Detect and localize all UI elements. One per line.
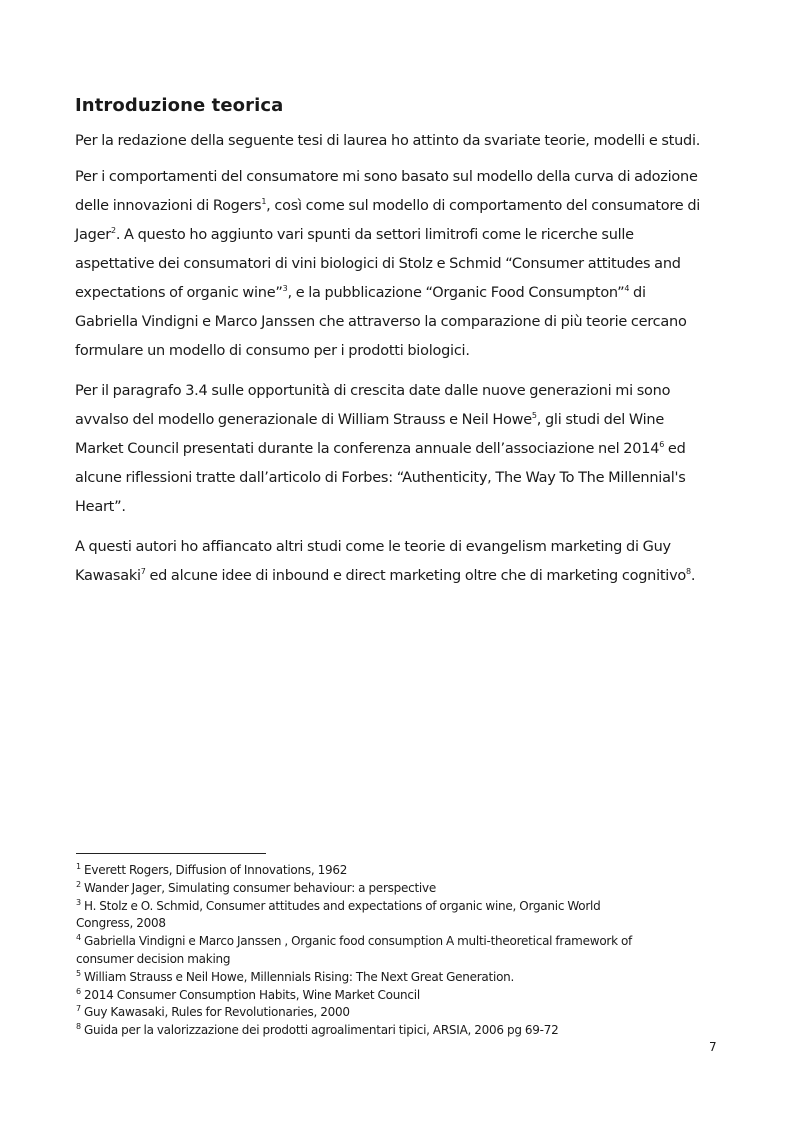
text-line: , così come sul modello di comportamento del consumatore di bbox=[266, 198, 701, 214]
footnote-number: 6 bbox=[76, 986, 81, 996]
footnote-ref[interactable]: 1 bbox=[261, 197, 267, 207]
footnote-ref[interactable]: 7 bbox=[140, 567, 146, 577]
text-line: Gabriella Vindigni e Marco Janssen che attraverso la comparazione di più teorie cercano bbox=[75, 314, 687, 330]
footnote-text: Everett Rogers, Diffusion of Innovations, 1962 bbox=[80, 863, 348, 877]
footnote-text: 2014 Consumer Consumption Habits, Wine Market Council bbox=[80, 987, 420, 1002]
footnote-number: 3 bbox=[76, 897, 81, 907]
text-line: Kawasaki bbox=[75, 568, 141, 584]
footnote-separator bbox=[76, 853, 266, 854]
text-line: Market Council presentati durante la conferenza annuale dell’associazione nel 2014 bbox=[75, 441, 660, 457]
footnote-text: Wander Jager, Simulating consumer behaviour: a perspective bbox=[80, 880, 436, 895]
text-line: alcune riflessioni tratte dall’articolo di Forbes: “Authenticity, The Way To The Millennial's bbox=[75, 470, 686, 486]
text-line: . A questo ho aggiunto vari spunti da settori limitrofi come le ricerche sulle bbox=[115, 227, 634, 243]
page-title: Introduzione teorica bbox=[75, 95, 284, 116]
text-line: , e la pubblicazione “Organic Food Consumpton” bbox=[287, 285, 625, 301]
text-line: Jager bbox=[75, 227, 111, 243]
paragraph-consumer-models bbox=[75, 163, 715, 366]
footnote-number: 8 bbox=[76, 1022, 81, 1032]
footnote-7 bbox=[76, 1004, 726, 1022]
footnote-text: Congress, 2008 bbox=[76, 916, 166, 931]
footnote-4-cont bbox=[76, 951, 726, 969]
footnote-3-cont bbox=[76, 915, 726, 933]
footnote-ref[interactable]: 2 bbox=[111, 226, 116, 236]
text-line: Per la redazione della seguente tesi di laurea ho attinto da svariate teorie, modelli e studi. bbox=[75, 133, 701, 149]
footnote-ref[interactable]: 6 bbox=[659, 440, 665, 450]
text-line: Per i comportamenti del consumatore mi sono basato sul modello della curva di adozione bbox=[75, 169, 698, 185]
text-line: expectations of organic wine” bbox=[75, 285, 283, 301]
footnote-number: 4 bbox=[76, 933, 81, 943]
text-line: ed bbox=[664, 441, 686, 457]
footnote-6 bbox=[76, 987, 726, 1005]
paragraph-marketing bbox=[75, 533, 715, 591]
text-line: di bbox=[629, 285, 646, 301]
footnote-text: Guy Kawasaki, Rules for Revolutionaries, 2000 bbox=[80, 1005, 350, 1020]
footnote-number: 5 bbox=[76, 968, 81, 978]
footnote-4 bbox=[76, 933, 726, 951]
footnote-number: 1 bbox=[76, 862, 81, 871]
text-line: Heart”. bbox=[75, 499, 126, 515]
footnote-3 bbox=[76, 898, 726, 916]
text-line: formulare un modello di consumo per i prodotti biologici. bbox=[75, 343, 470, 359]
text-line: A questi autori ho affiancato altri studi come le teorie di evangelism marketing di Guy bbox=[75, 539, 671, 555]
text-line: delle innovazioni di Rogers bbox=[75, 198, 262, 214]
footnote-text: H. Stolz e O. Schmid, Consumer attitudes and expectations of organic wine, Organic World bbox=[80, 898, 601, 913]
text-line: aspettative dei consumatori di vini biologici di Stolz e Schmid “Consumer attitudes and bbox=[75, 256, 681, 272]
footnote-5 bbox=[76, 969, 726, 987]
text-line: . bbox=[690, 568, 696, 584]
footnote-ref[interactable]: 4 bbox=[624, 284, 630, 294]
footnote-text: consumer decision making bbox=[76, 951, 231, 966]
footnotes bbox=[76, 862, 726, 1040]
footnote-text: Guida per la valorizzazione dei prodotti agroalimentari tipici, ARSIA, 2006 pg 69-72 bbox=[80, 1023, 559, 1038]
footnote-1 bbox=[76, 862, 726, 880]
footnote-ref[interactable]: 5 bbox=[531, 411, 537, 421]
footnote-text: Gabriella Vindigni e Marco Janssen , Organic food consumption A multi-theoretical framework of bbox=[80, 934, 633, 949]
text-line: ed alcune idee di inbound e direct marketing oltre che di marketing cognitivo bbox=[145, 568, 687, 584]
text-line: avvalso del modello generazionale di William Strauss e Neil Howe bbox=[75, 412, 532, 428]
footnote-ref[interactable]: 3 bbox=[282, 284, 288, 294]
text-line: , gli studi del Wine bbox=[536, 412, 665, 428]
footnote-number: 2 bbox=[76, 879, 81, 889]
footnote-8 bbox=[76, 1022, 726, 1040]
paragraph-generations bbox=[75, 377, 715, 522]
page-number: 7 bbox=[709, 1040, 717, 1054]
footnote-number: 7 bbox=[76, 1004, 81, 1014]
footnote-ref[interactable]: 8 bbox=[686, 567, 691, 577]
footnote-text: William Strauss e Neil Howe, Millennials Rising: The Next Great Generation. bbox=[80, 969, 515, 984]
footnote-2 bbox=[76, 880, 726, 898]
paragraph-intro bbox=[75, 127, 715, 156]
text-line: Per il paragrafo 3.4 sulle opportunità di crescita date dalle nuove generazioni mi sono bbox=[75, 383, 671, 399]
